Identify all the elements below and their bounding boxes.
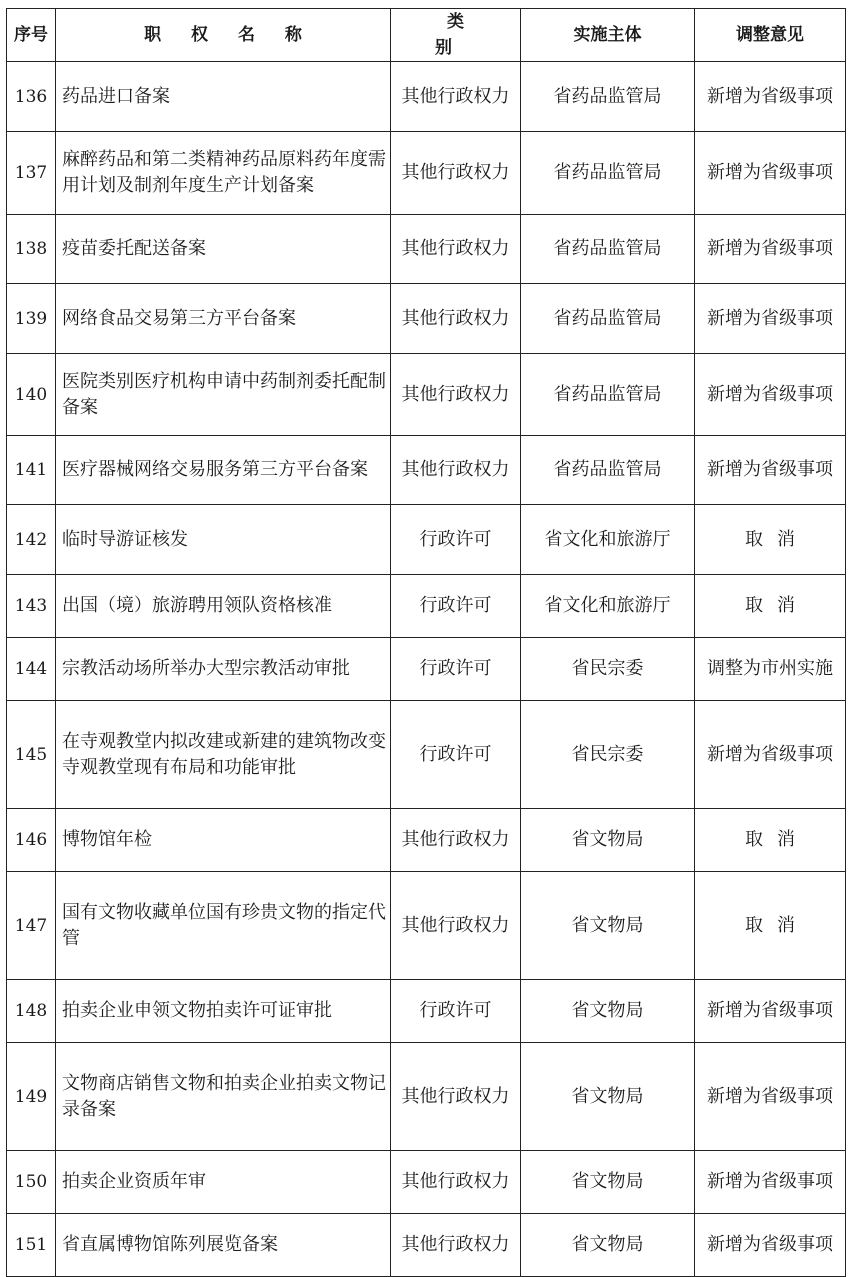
row-subject: 省文化和旅游厅 [521, 505, 695, 575]
row-name: 医院类别医疗机构申请中药制剂委托配制备案 [56, 354, 391, 436]
row-subject: 省文物局 [521, 809, 695, 872]
row-category: 行政许可 [391, 638, 521, 701]
row-seq: 150 [7, 1151, 56, 1214]
table-row [7, 701, 846, 809]
row-category: 其他行政权力 [391, 132, 521, 215]
header-name: 职 权 名 称 [56, 9, 391, 62]
table-row [7, 354, 846, 436]
row-subject: 省民宗委 [521, 701, 695, 809]
row-category: 其他行政权力 [391, 1151, 521, 1214]
row-category: 行政许可 [391, 701, 521, 809]
row-subject: 省文物局 [521, 1151, 695, 1214]
row-opinion: 新增为省级事项 [695, 980, 846, 1043]
table-row [7, 505, 846, 575]
row-opinion: 新增为省级事项 [695, 62, 846, 132]
row-seq: 149 [7, 1043, 56, 1151]
row-subject: 省文物局 [521, 872, 695, 980]
table-row [7, 215, 846, 284]
row-category: 其他行政权力 [391, 436, 521, 505]
row-opinion: 新增为省级事项 [695, 436, 846, 505]
row-name: 临时导游证核发 [56, 505, 391, 575]
row-seq: 140 [7, 354, 56, 436]
row-category: 行政许可 [391, 980, 521, 1043]
table-row [7, 872, 846, 980]
row-opinion: 新增为省级事项 [695, 354, 846, 436]
authority-table [6, 8, 846, 1277]
row-seq: 138 [7, 215, 56, 284]
row-seq: 142 [7, 505, 56, 575]
row-seq: 144 [7, 638, 56, 701]
table-row [7, 809, 846, 872]
row-subject: 省药品监管局 [521, 132, 695, 215]
row-seq: 147 [7, 872, 56, 980]
row-subject: 省药品监管局 [521, 62, 695, 132]
row-subject: 省药品监管局 [521, 284, 695, 354]
row-opinion: 新增为省级事项 [695, 1043, 846, 1151]
row-name: 出国（境）旅游聘用领队资格核准 [56, 575, 391, 638]
row-category: 行政许可 [391, 505, 521, 575]
row-name: 宗教活动场所举办大型宗教活动审批 [56, 638, 391, 701]
row-opinion: 新增为省级事项 [695, 132, 846, 215]
row-subject: 省药品监管局 [521, 215, 695, 284]
row-seq: 139 [7, 284, 56, 354]
row-seq: 141 [7, 436, 56, 505]
row-category: 其他行政权力 [391, 872, 521, 980]
header-opinion: 调整意见 [695, 9, 846, 62]
header-category: 类 别 [391, 9, 521, 62]
row-subject: 省文物局 [521, 1214, 695, 1277]
row-name: 在寺观教堂内拟改建或新建的建筑物改变寺观教堂现有布局和功能审批 [56, 701, 391, 809]
row-name: 药品进口备案 [56, 62, 391, 132]
row-opinion: 取消 [695, 575, 846, 638]
row-opinion: 取消 [695, 505, 846, 575]
table-row [7, 436, 846, 505]
table-row [7, 1043, 846, 1151]
row-name: 文物商店销售文物和拍卖企业拍卖文物记录备案 [56, 1043, 391, 1151]
row-seq: 145 [7, 701, 56, 809]
row-seq: 136 [7, 62, 56, 132]
row-subject: 省文化和旅游厅 [521, 575, 695, 638]
row-opinion: 新增为省级事项 [695, 215, 846, 284]
row-name: 拍卖企业申领文物拍卖许可证审批 [56, 980, 391, 1043]
row-opinion: 调整为市州实施 [695, 638, 846, 701]
row-category: 其他行政权力 [391, 809, 521, 872]
row-name: 麻醉药品和第二类精神药品原料药年度需用计划及制剂年度生产计划备案 [56, 132, 391, 215]
header-seq: 序号 [7, 9, 56, 62]
row-subject: 省文物局 [521, 980, 695, 1043]
row-name: 医疗器械网络交易服务第三方平台备案 [56, 436, 391, 505]
row-name: 网络食品交易第三方平台备案 [56, 284, 391, 354]
row-seq: 143 [7, 575, 56, 638]
row-category: 其他行政权力 [391, 62, 521, 132]
row-subject: 省民宗委 [521, 638, 695, 701]
row-opinion: 新增为省级事项 [695, 1151, 846, 1214]
row-category: 其他行政权力 [391, 1043, 521, 1151]
row-subject: 省药品监管局 [521, 436, 695, 505]
row-opinion: 新增为省级事项 [695, 1214, 846, 1277]
table-row [7, 62, 846, 132]
header-subject: 实施主体 [521, 9, 695, 62]
table-header-row [7, 9, 846, 62]
row-opinion: 取消 [695, 809, 846, 872]
row-name: 省直属博物馆陈列展览备案 [56, 1214, 391, 1277]
row-name: 国有文物收藏单位国有珍贵文物的指定代管 [56, 872, 391, 980]
table-row [7, 1151, 846, 1214]
table-row [7, 132, 846, 215]
row-seq: 137 [7, 132, 56, 215]
row-category: 其他行政权力 [391, 215, 521, 284]
row-opinion: 新增为省级事项 [695, 284, 846, 354]
row-category: 其他行政权力 [391, 354, 521, 436]
row-opinion: 新增为省级事项 [695, 701, 846, 809]
row-category: 其他行政权力 [391, 284, 521, 354]
row-name: 拍卖企业资质年审 [56, 1151, 391, 1214]
table-row [7, 638, 846, 701]
row-seq: 148 [7, 980, 56, 1043]
table-row [7, 980, 846, 1043]
table-row [7, 284, 846, 354]
row-name: 博物馆年检 [56, 809, 391, 872]
row-opinion: 取消 [695, 872, 846, 980]
table-row [7, 1214, 846, 1277]
row-category: 其他行政权力 [391, 1214, 521, 1277]
row-subject: 省文物局 [521, 1043, 695, 1151]
row-seq: 146 [7, 809, 56, 872]
row-category: 行政许可 [391, 575, 521, 638]
row-seq: 151 [7, 1214, 56, 1277]
row-name: 疫苗委托配送备案 [56, 215, 391, 284]
row-subject: 省药品监管局 [521, 354, 695, 436]
table-row [7, 575, 846, 638]
